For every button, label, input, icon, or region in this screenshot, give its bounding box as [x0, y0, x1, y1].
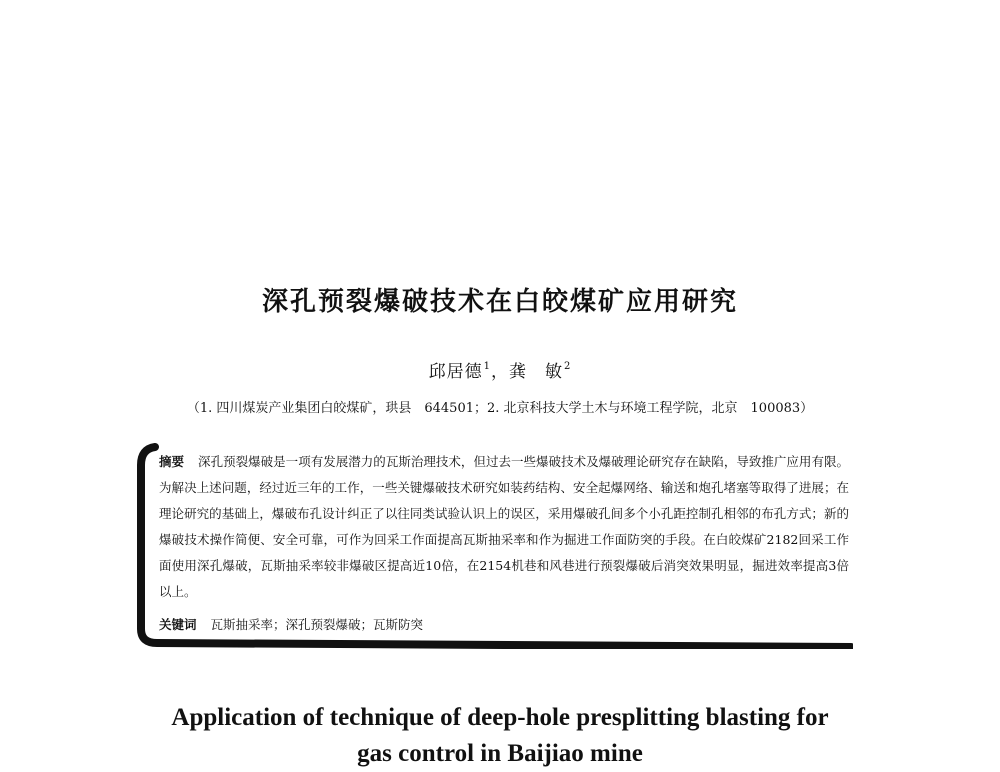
title-en-line-1: Application of technique of deep-hole presplitting blasting for	[171, 704, 829, 731]
paper-title-chinese: 深孔预裂爆破技术在白皎煤矿应用研究	[261, 287, 738, 317]
abstract-text: 深孔预裂爆破是一项有发展潜力的瓦斯治理技术，但过去一些爆破技术及爆破理论研究存在缺陷，导致推广应用有限。为解决上述问题，经过近三年的工作，一些关键爆破技术研究如装药结构、安全起爆网络、输送和炮孔堵塞等取得了进展；在理论研究的基础上，爆破布孔设计纠正了以往同类试验认识上的误区，采用爆破孔间多个小孔距控制孔相邻的布孔方式；新的爆破技术操作简便、安全可靠，可作为回采工作面提高瓦斯抽采率和作为掘进工作面防突的手段。在白皎煤矿2182回采工作面使用深孔爆破，瓦斯抽采率较非爆破区提高近10倍，在2154机巷和风巷进行预裂爆破后消突效果明显，掘进效率提高3倍以上。	[159, 454, 849, 599]
paper-title-english	[0, 700, 1000, 772]
author-name: 龚 敏	[509, 362, 563, 382]
abstract-box	[133, 443, 853, 649]
keywords-text: 瓦斯抽采率；深孔预裂爆破；瓦斯防突	[210, 617, 424, 632]
author-affiliation-mark: 2	[564, 361, 572, 372]
author-affiliation-mark: 1	[483, 361, 491, 372]
keywords-line	[159, 615, 849, 633]
author-name: 邱居德	[428, 362, 483, 382]
keywords-label: 关键词	[159, 617, 197, 632]
author-line	[0, 357, 1000, 382]
title-en-line-2: gas control in Baijiao mine	[357, 740, 643, 767]
author-separator: ，	[491, 362, 509, 382]
affiliation-line: （1. 四川煤炭产业集团白皎煤矿，珙县 644501；2. 北京科技大学土木与环境工程学院，北京 100083）	[186, 401, 814, 416]
abstract-label: 摘要	[159, 454, 185, 469]
abstract-body	[159, 449, 849, 605]
